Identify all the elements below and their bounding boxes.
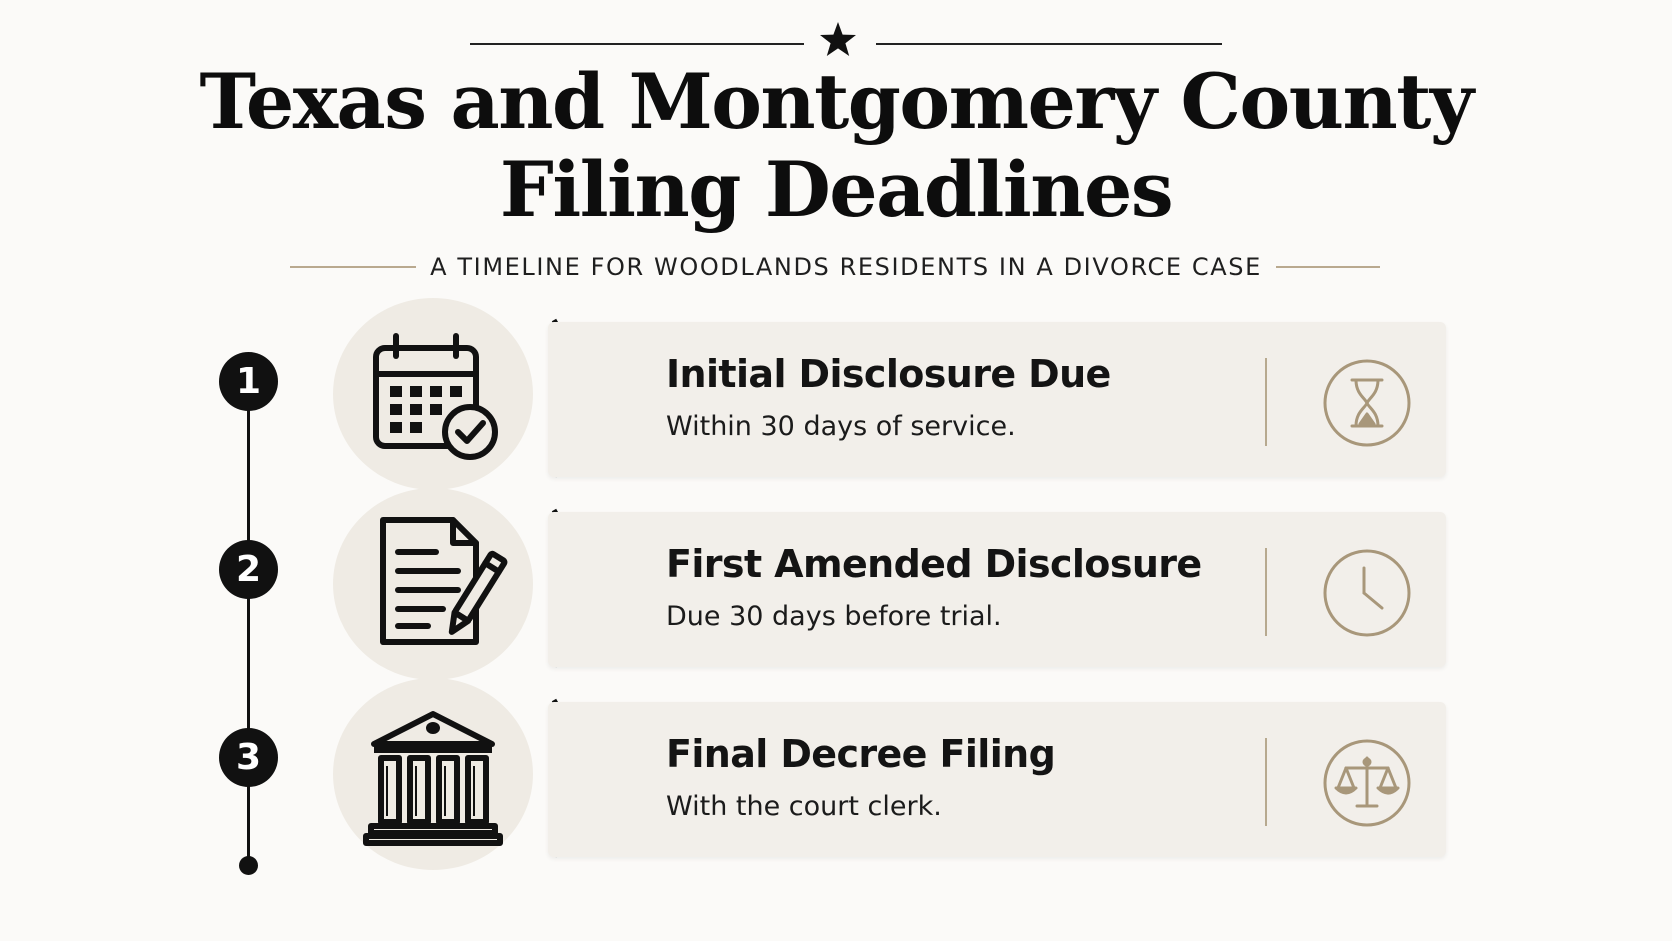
page-title — [0, 58, 1672, 234]
clock-icon — [1322, 548, 1412, 638]
step-number-1: 1 — [219, 352, 278, 411]
step-title-1: Initial Disclosure Due — [666, 352, 1111, 396]
step-card-3 — [548, 702, 1446, 857]
step-card-1 — [548, 322, 1446, 477]
timeline-end-dot — [239, 856, 258, 875]
card-divider-1 — [1265, 358, 1267, 446]
step-description-1: Within 30 days of service. — [666, 411, 1016, 442]
scales-icon — [1322, 738, 1412, 828]
header-rule-right — [876, 43, 1222, 45]
title-line-1: Texas and Montgomery County — [199, 57, 1473, 146]
document-pen-icon — [333, 488, 533, 680]
timeline-line — [247, 382, 250, 862]
card-divider-2 — [1265, 548, 1267, 636]
step-icon-circle-1 — [333, 298, 533, 490]
step-description-3: With the court clerk. — [666, 791, 942, 822]
step-number-3: 3 — [219, 728, 278, 787]
hourglass-icon — [1322, 358, 1412, 448]
step-number-2: 2 — [219, 540, 278, 599]
star-icon — [818, 20, 858, 60]
calendar-check-icon — [333, 298, 533, 490]
step-title-3: Final Decree Filing — [666, 732, 1056, 776]
card-divider-3 — [1265, 738, 1267, 826]
step-icon-circle-3 — [333, 678, 533, 870]
step-title-2: First Amended Disclosure — [666, 542, 1202, 586]
header-rule-left — [470, 43, 804, 45]
page-subtitle: A TIMELINE FOR WOODLANDS RESIDENTS IN A DIVORCE CASE — [430, 253, 1262, 281]
title-line-2: Filing Deadlines — [499, 145, 1173, 234]
subtitle-rule-left — [290, 266, 416, 268]
step-description-2: Due 30 days before trial. — [666, 601, 1002, 632]
courthouse-icon — [333, 678, 533, 870]
subtitle-rule-right — [1276, 266, 1380, 268]
step-card-2 — [548, 512, 1446, 667]
step-icon-circle-2 — [333, 488, 533, 680]
